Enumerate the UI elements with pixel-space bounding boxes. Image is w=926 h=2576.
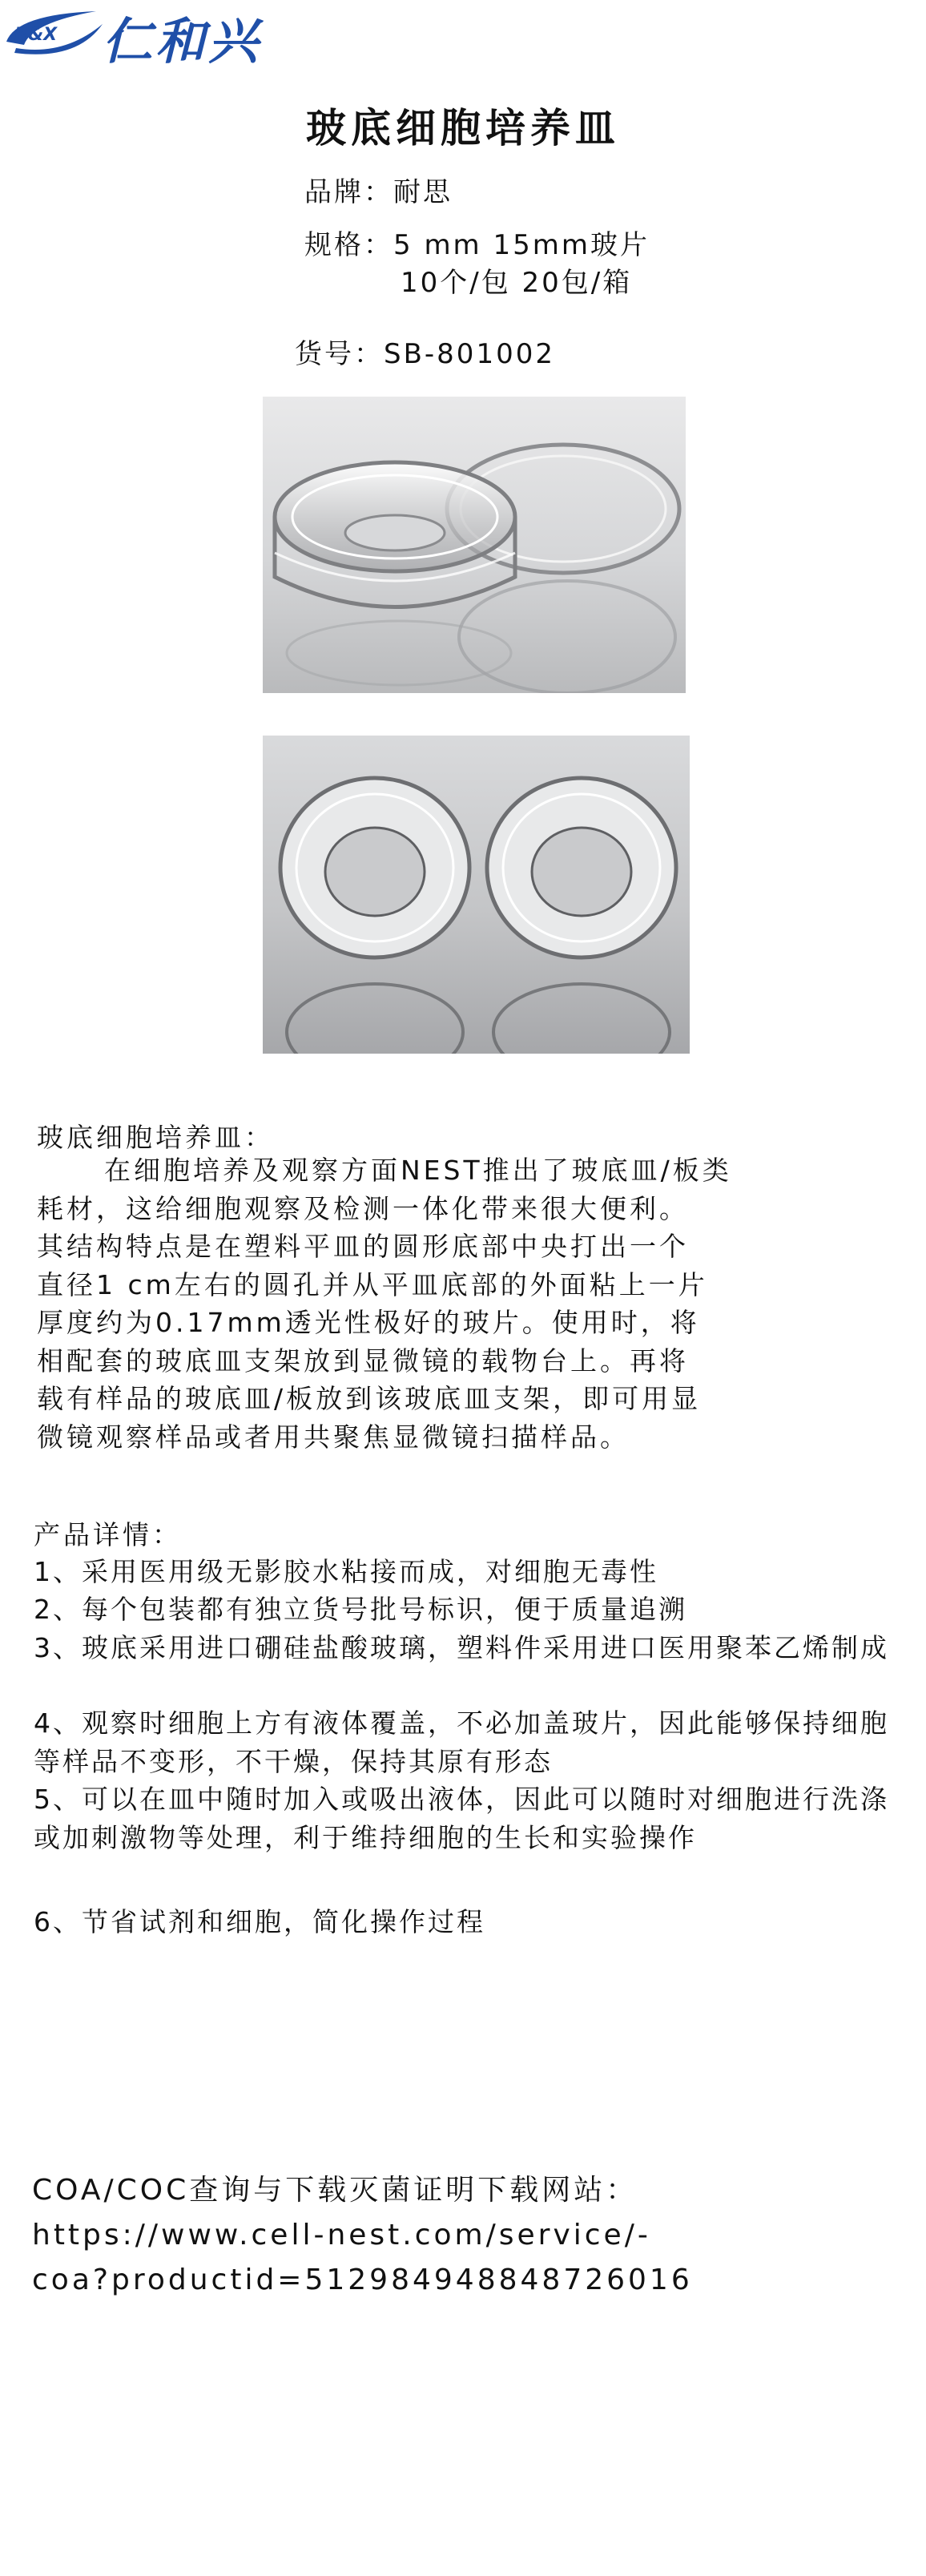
detail-item-5: 5、可以在皿中随时加入或吸出液体，因此可以随时对细胞进行洗涤或加刺激物等处理，利于维持细胞的生长和实验操作: [34, 1784, 889, 1853]
glass-dish-illustration: [263, 397, 686, 693]
logo-mark: R&X: [14, 25, 58, 45]
intro-line-8: 微镜观察样品或者用共聚焦显微镜扫描样品。: [37, 1421, 630, 1453]
brand-line: 品牌：耐思: [304, 176, 453, 208]
page-title: 玻底细胞培养皿: [306, 105, 620, 151]
logo-text: 仁和兴: [103, 12, 262, 71]
glass-dish-top-illustration: [263, 736, 690, 1054]
intro-line-6: 相配套的玻底皿支架放到显微镜的载物台上。再将: [37, 1345, 689, 1377]
intro-line-1: 在细胞培养及观察方面NEST推出了玻底皿/板类: [104, 1155, 732, 1186]
detail-item-3: 3、玻底采用进口硼硅盐酸玻璃，塑料件采用进口医用聚苯乙烯制成: [34, 1632, 889, 1663]
product-photo-side: [263, 397, 686, 693]
intro-line-4: 直径1 cm左右的圆孔并从平皿底部的外面粘上一片: [37, 1269, 708, 1300]
detail-item-2: 2、每个包装都有独立货号批号标识，便于质量追溯: [34, 1594, 687, 1625]
intro-line-7: 载有样品的玻底皿/板放到该玻底皿支架，即可用显: [37, 1383, 702, 1414]
brand-swoosh-icon: [0, 0, 112, 64]
detail-item-4: 4、观察时细胞上方有液体覆盖，不必加盖玻片，因此能够保持细胞等样品不变形，不干燥，保持其原有形态: [34, 1707, 889, 1777]
spec-line-1: 规格：5 mm 15mm玻片: [304, 229, 650, 261]
details-heading: 产品详情：: [34, 1519, 182, 1550]
coa-url-line-2[interactable]: coa?productid=512984948848726016: [32, 2264, 693, 2296]
item-number: 货号：SB-801002: [295, 338, 555, 370]
intro-line-5: 厚度约为0.17mm透光性极好的玻片。使用时，将: [37, 1307, 700, 1338]
intro-heading: 玻底细胞培养皿：: [37, 1122, 274, 1153]
product-photo-top: [263, 736, 690, 1054]
intro-line-3: 其结构特点是在塑料平皿的圆形底部中央打出一个: [37, 1231, 689, 1262]
coa-url-line-1[interactable]: https://www.cell-nest.com/service/-: [32, 2219, 651, 2251]
detail-item-6: 6、节省试剂和细胞，简化操作过程: [34, 1906, 485, 1937]
intro-line-2: 耗材，这给细胞观察及检测一体化带来很大便利。: [37, 1193, 689, 1224]
spec-line-2: 10个/包 20包/箱: [401, 267, 633, 299]
coa-line-1: COA/COC查询与下载灭菌证明下载网站：: [32, 2174, 638, 2207]
brand-logo: [0, 0, 320, 71]
detail-item-1: 1、采用医用级无影胶水粘接而成，对细胞无毒性: [34, 1556, 658, 1587]
